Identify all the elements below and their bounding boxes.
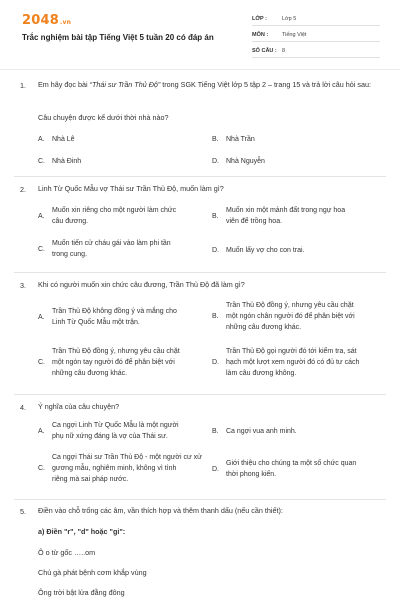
option-b[interactable] <box>212 426 297 437</box>
meta-key: MÔN : <box>252 31 269 38</box>
meta-row-count <box>252 44 380 58</box>
option-b[interactable] <box>212 300 355 333</box>
option-letter: B. <box>212 313 219 320</box>
option-line: riêng mà sai pháp nước. <box>52 476 129 483</box>
option-line: Trần Thủ Độ đồng ý, nhưng yêu cầu chặt <box>52 348 180 355</box>
meta-key: SỐ CÂU : <box>252 47 277 54</box>
option-line: Giới thiệu cho chúng ta một số chức quan <box>226 460 357 467</box>
option-text <box>226 346 359 379</box>
option-text <box>226 458 356 480</box>
reading-title: “Thái sư Trần Thủ Độ” <box>89 80 161 89</box>
option-a[interactable] <box>38 134 75 145</box>
header-divider <box>0 69 400 70</box>
option-b[interactable] <box>212 205 345 227</box>
question-text: Linh Từ Quốc Mẫu vợ Thái sư Trần Thủ Độ, muốn làm gì? <box>38 184 224 193</box>
option-line: Trần Thủ Độ đồng ý, nhưng yêu cầu chặt <box>226 302 354 309</box>
question-text: Điền vào chỗ trống các âm, vần thích hợp và thêm thanh dấu (nếu cần thiết): <box>38 506 283 515</box>
option-line: thời phong kiến. <box>226 471 277 478</box>
option-text: Nhà Trần <box>226 136 255 143</box>
option-c[interactable] <box>38 346 180 379</box>
option-text <box>52 346 180 379</box>
option-line: phụ nữ xứng đáng là vợ của Thái sư. <box>52 433 168 440</box>
question-text: Khi có người muốn xin chức câu đương, Trần Thủ Độ đã làm gì? <box>38 280 245 289</box>
option-line: Muốn xin riêng cho một người làm chức <box>52 207 177 214</box>
question-divider <box>14 272 386 273</box>
option-line: Muốn xin một mảnh đất trong ngự hoa <box>226 207 346 214</box>
poem-line: Ông trời bật lửa đằng đông <box>38 588 125 597</box>
question-number: 4. <box>20 403 26 412</box>
option-text <box>226 300 355 333</box>
site-logo[interactable] <box>22 13 71 28</box>
option-text <box>52 205 176 227</box>
question-subtext: Câu chuyện được kể dưới thời nhà nào? <box>38 113 169 122</box>
option-letter: A. <box>38 313 45 321</box>
option-text: Ca ngợi vua anh minh. <box>226 428 297 435</box>
option-c[interactable] <box>38 156 81 167</box>
option-a[interactable] <box>38 420 179 442</box>
question-text: Ý nghĩa của câu chuyện? <box>38 402 120 411</box>
document-header <box>0 0 400 72</box>
option-letter: D. <box>212 465 219 473</box>
option-text: Nhà Đinh <box>52 158 82 165</box>
option-letter: D. <box>212 247 219 254</box>
option-line: hạch một lượt xem người đó có đủ tư cách <box>226 359 360 366</box>
option-text <box>52 420 179 442</box>
question-part-label: a) Điền "r", "d" hoặc "gi": <box>38 527 126 536</box>
question-divider <box>14 176 386 177</box>
option-text <box>52 452 202 485</box>
question-number: 5. <box>20 507 26 516</box>
option-line: Linh Từ Quốc Mẫu một trận. <box>52 319 140 326</box>
question-divider <box>14 394 386 395</box>
option-text: Muốn lấy vợ cho con trai. <box>226 247 305 254</box>
option-c[interactable] <box>38 238 171 260</box>
option-letter: A. <box>38 212 45 220</box>
question-text-post: trong SGK Tiếng Việt lớp 5 tập 2 – trang 15 và trả lời câu hỏi sau: <box>160 80 371 89</box>
option-line: những câu đương khác. <box>226 324 302 331</box>
option-a[interactable] <box>38 205 176 227</box>
option-line: câu đương. <box>52 218 89 225</box>
poem-line: Chú gà phát bệnh cơm khắp vùng <box>38 568 147 577</box>
question-divider <box>14 499 386 500</box>
option-line: Muốn tiến cử cháu gái vào làm phi tần <box>52 240 171 247</box>
meta-key: LỚP : <box>252 15 267 22</box>
option-letter: B. <box>212 212 219 220</box>
option-line: Ca ngợi Thái sư Trần Thủ Độ - một người cư xử <box>52 454 202 461</box>
option-d[interactable] <box>212 156 265 167</box>
option-text: Nhà Lê <box>52 136 75 143</box>
option-line: trong cung. <box>52 251 88 258</box>
option-line: một ngón chân người đó để phân biệt với <box>226 313 355 320</box>
logo-suffix: .vn <box>59 19 72 26</box>
option-line: Ca ngợi Linh Từ Quốc Mẫu là một người <box>52 422 179 429</box>
option-d[interactable] <box>212 245 305 256</box>
document-title: Trắc nghiệm bài tập Tiếng Việt 5 tuần 20 có đáp án <box>22 33 214 42</box>
question-number: 1. <box>20 81 26 90</box>
meta-row-subject <box>252 28 380 42</box>
poem-line: Ô o từ gốc …..om <box>38 548 96 557</box>
option-d[interactable] <box>212 458 356 480</box>
question-text <box>38 79 383 91</box>
option-letter: B. <box>212 428 219 435</box>
option-b[interactable] <box>212 134 255 145</box>
meta-value: Tiếng Việt <box>282 31 307 38</box>
option-letter: A. <box>38 136 45 143</box>
option-line: viên để trồng hoa. <box>226 218 283 225</box>
option-letter: D. <box>212 158 219 165</box>
option-line: làm câu đương không. <box>226 370 297 377</box>
logo-text: 2048 <box>22 13 59 28</box>
option-text <box>226 205 345 227</box>
meta-table <box>252 12 380 60</box>
option-line: Trần Thủ Độ không đồng ý và mắng cho <box>52 308 177 315</box>
meta-value: Lớp 5 <box>282 15 297 22</box>
option-letter: D. <box>212 359 219 366</box>
option-a[interactable] <box>38 306 177 328</box>
option-letter: B. <box>212 136 219 143</box>
option-line: những câu đương khác. <box>52 370 128 377</box>
option-text <box>52 238 171 260</box>
question-number: 3. <box>20 281 26 290</box>
option-letter: C. <box>38 245 45 253</box>
question-text-pre: Em hãy đọc bài <box>38 80 90 89</box>
meta-value: 8 <box>282 47 286 54</box>
meta-row-class <box>252 12 380 26</box>
question-number: 2. <box>20 185 26 194</box>
option-line: gương mẫu, nghiêm minh, không vì tình <box>52 465 177 472</box>
option-letter: C. <box>38 465 45 472</box>
option-d[interactable] <box>212 346 359 379</box>
option-letter: C. <box>38 359 45 366</box>
option-line: một ngón tay người đó để phân biệt với <box>52 359 175 366</box>
option-text: Nhà Nguyễn <box>226 158 265 165</box>
option-text <box>52 306 177 328</box>
option-c[interactable] <box>38 452 202 485</box>
option-line: Trần Thủ Độ gọi người đó tới kiểm tra, sát <box>226 348 357 355</box>
option-letter: C. <box>38 158 45 165</box>
option-letter: A. <box>38 427 45 435</box>
